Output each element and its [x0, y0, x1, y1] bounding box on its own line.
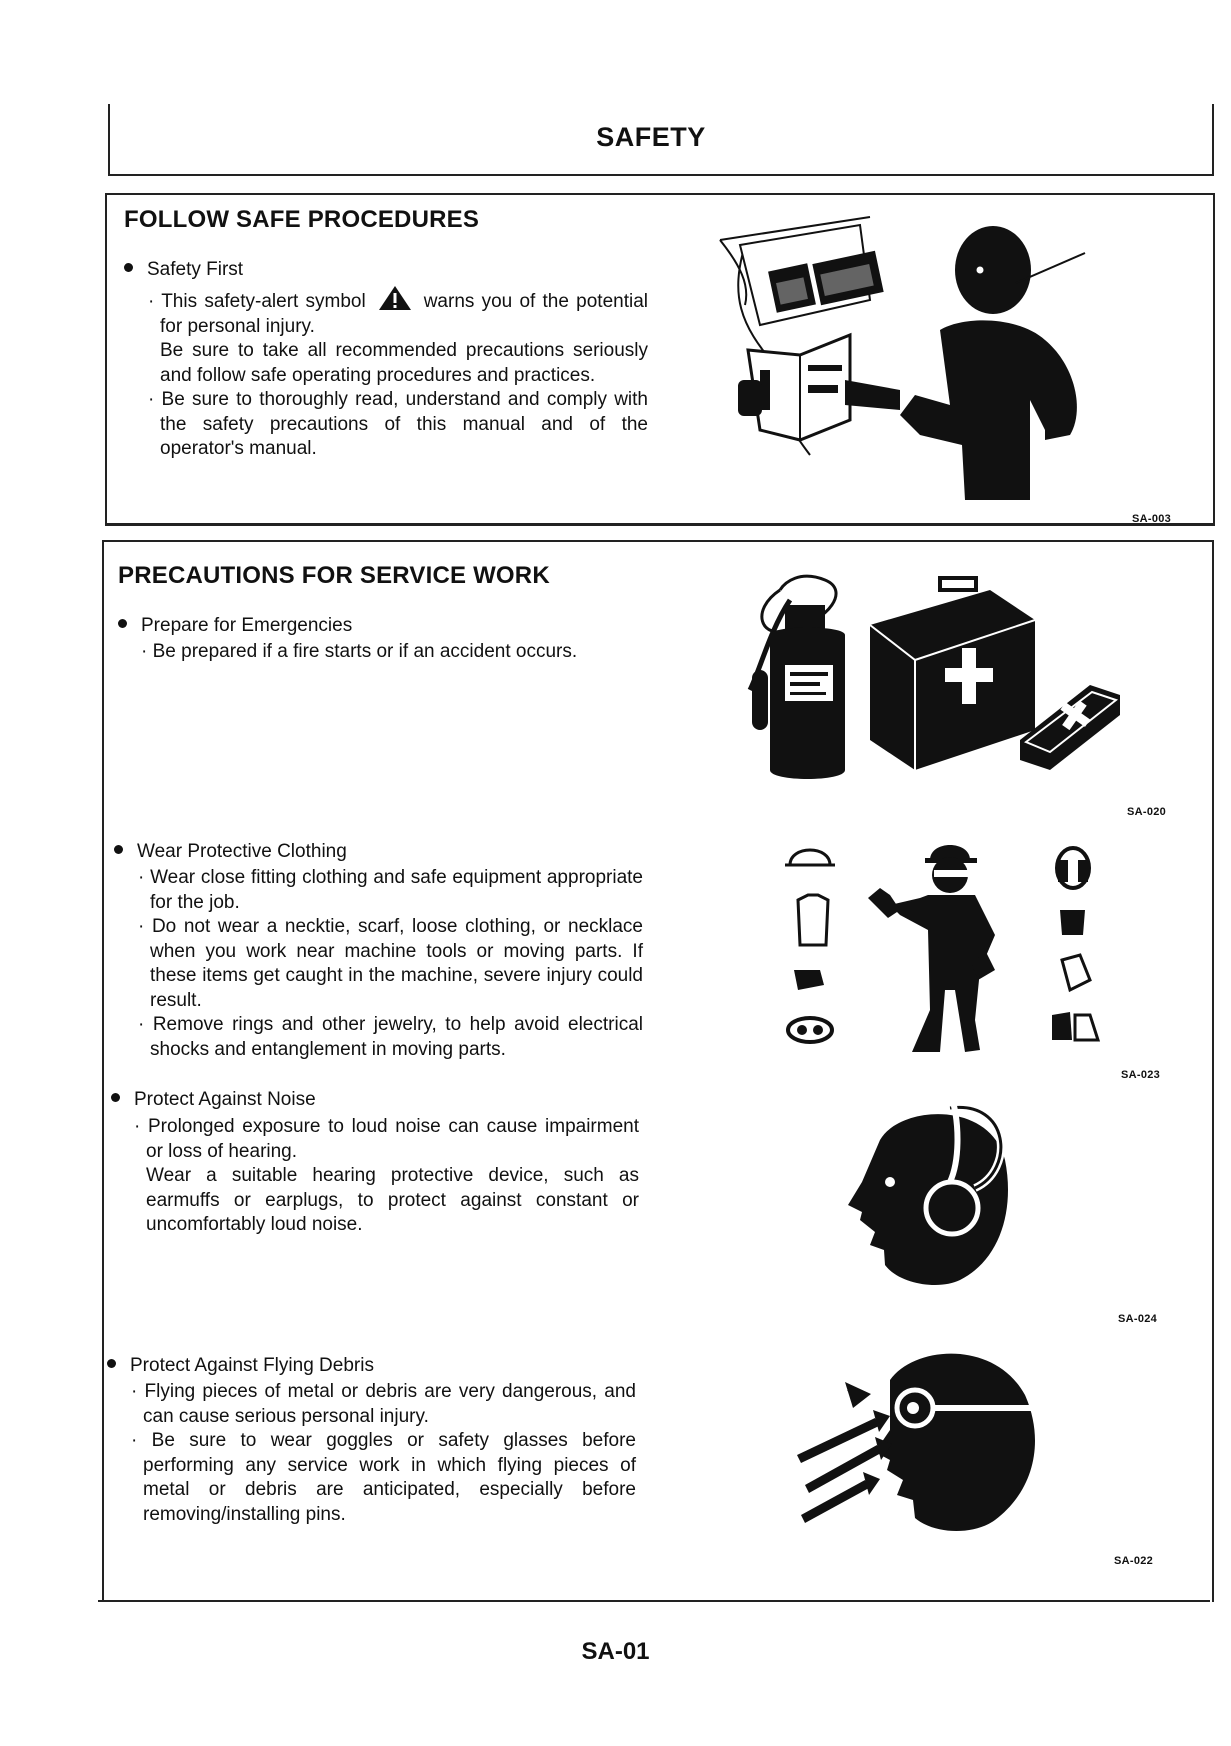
bullet-dot-icon	[114, 845, 123, 854]
safety-first-label: Safety First	[147, 259, 244, 280]
clothing-line-3: · Remove rings and other jewelry, to help avoid electrical shocks and entanglement in moving parts.	[138, 1014, 643, 1060]
section-bottom-rule	[98, 1600, 1210, 1602]
bullet-dot-icon	[107, 1359, 116, 1368]
debris-bullet	[107, 1355, 374, 1377]
safety-first-text	[148, 285, 648, 462]
noise-line-1: · Prolonged exposure to loud noise can cause impairment or loss of hearing.	[134, 1116, 639, 1162]
hearing-protection-illustration	[840, 1100, 1020, 1300]
debris-line-1: · Flying pieces of metal or debris are very dangerous, and can cause serious personal injury.	[131, 1381, 636, 1427]
clothing-text	[138, 866, 643, 1062]
emergencies-bullet	[118, 615, 352, 637]
clothing-line-2: · Do not wear a necktie, scarf, loose clothing, or necklace when you work near machine tools or moving parts. If these items get caught in the machine, severe injury could result.	[138, 916, 643, 1011]
page-number: SA-01	[581, 1638, 650, 1665]
figure-code-sa-003: SA-003	[1132, 513, 1172, 525]
debris-label: Protect Against Flying Debris	[130, 1355, 374, 1376]
alert-symbol-text-a: · This safety-alert symbol	[148, 291, 366, 312]
debris-line-2: · Be sure to wear goggles or safety glasses before performing any service work in which flying pieces of metal or debris are anticipated, especially before removing/installing pins.	[131, 1430, 636, 1525]
debris-text	[131, 1380, 636, 1527]
bullet-dot-icon	[118, 619, 127, 628]
clothing-line-1: · Wear close fitting clothing and safe equipment appropriate for the job.	[138, 867, 643, 913]
noise-text	[134, 1115, 639, 1238]
safety-alert-icon	[378, 285, 412, 311]
alert-symbol-text-b: warns you of the potential for personal injury.	[160, 291, 648, 337]
clothing-label: Wear Protective Clothing	[137, 841, 347, 862]
emergencies-label: Prepare for Emergencies	[141, 615, 353, 636]
figure-code-sa-024: SA-024	[1118, 1313, 1158, 1325]
noise-label: Protect Against Noise	[134, 1089, 316, 1110]
person-reading-manual-illustration	[700, 205, 1120, 505]
page-title: SAFETY	[596, 122, 706, 152]
figure-code-sa-020: SA-020	[1127, 806, 1167, 818]
read-manual-text: · Be sure to thoroughly read, understand and comply with the safety precautions of this manual and of the operator's manual.	[148, 389, 648, 459]
figure-code-sa-023: SA-023	[1121, 1069, 1161, 1081]
precautions-text: Be sure to take all recommended precautions seriously and follow safe operating procedures and practices.	[160, 340, 648, 386]
follow-safe-title: FOLLOW SAFE PROCEDURES	[124, 206, 480, 233]
safety-first-bullet	[124, 259, 243, 281]
protective-clothing-illustration	[780, 840, 1120, 1060]
figure-code-sa-022: SA-022	[1114, 1555, 1154, 1567]
noise-line-2: Wear a suitable hearing protective device, such as earmuffs or earplugs, to protect against constant or uncomfortably loud noise.	[146, 1165, 639, 1235]
emergencies-line: · Be prepared if a fire starts or if an accident occurs.	[141, 641, 578, 662]
bullet-dot-icon	[124, 263, 133, 272]
bullet-dot-icon	[111, 1093, 120, 1102]
precautions-title: PRECAUTIONS FOR SERVICE WORK	[118, 562, 550, 589]
fire-extinguisher-first-aid-illustration	[730, 570, 1130, 790]
eye-protection-illustration	[795, 1340, 1055, 1540]
emergencies-text	[141, 640, 661, 665]
clothing-bullet	[114, 841, 347, 863]
noise-bullet	[111, 1089, 316, 1111]
